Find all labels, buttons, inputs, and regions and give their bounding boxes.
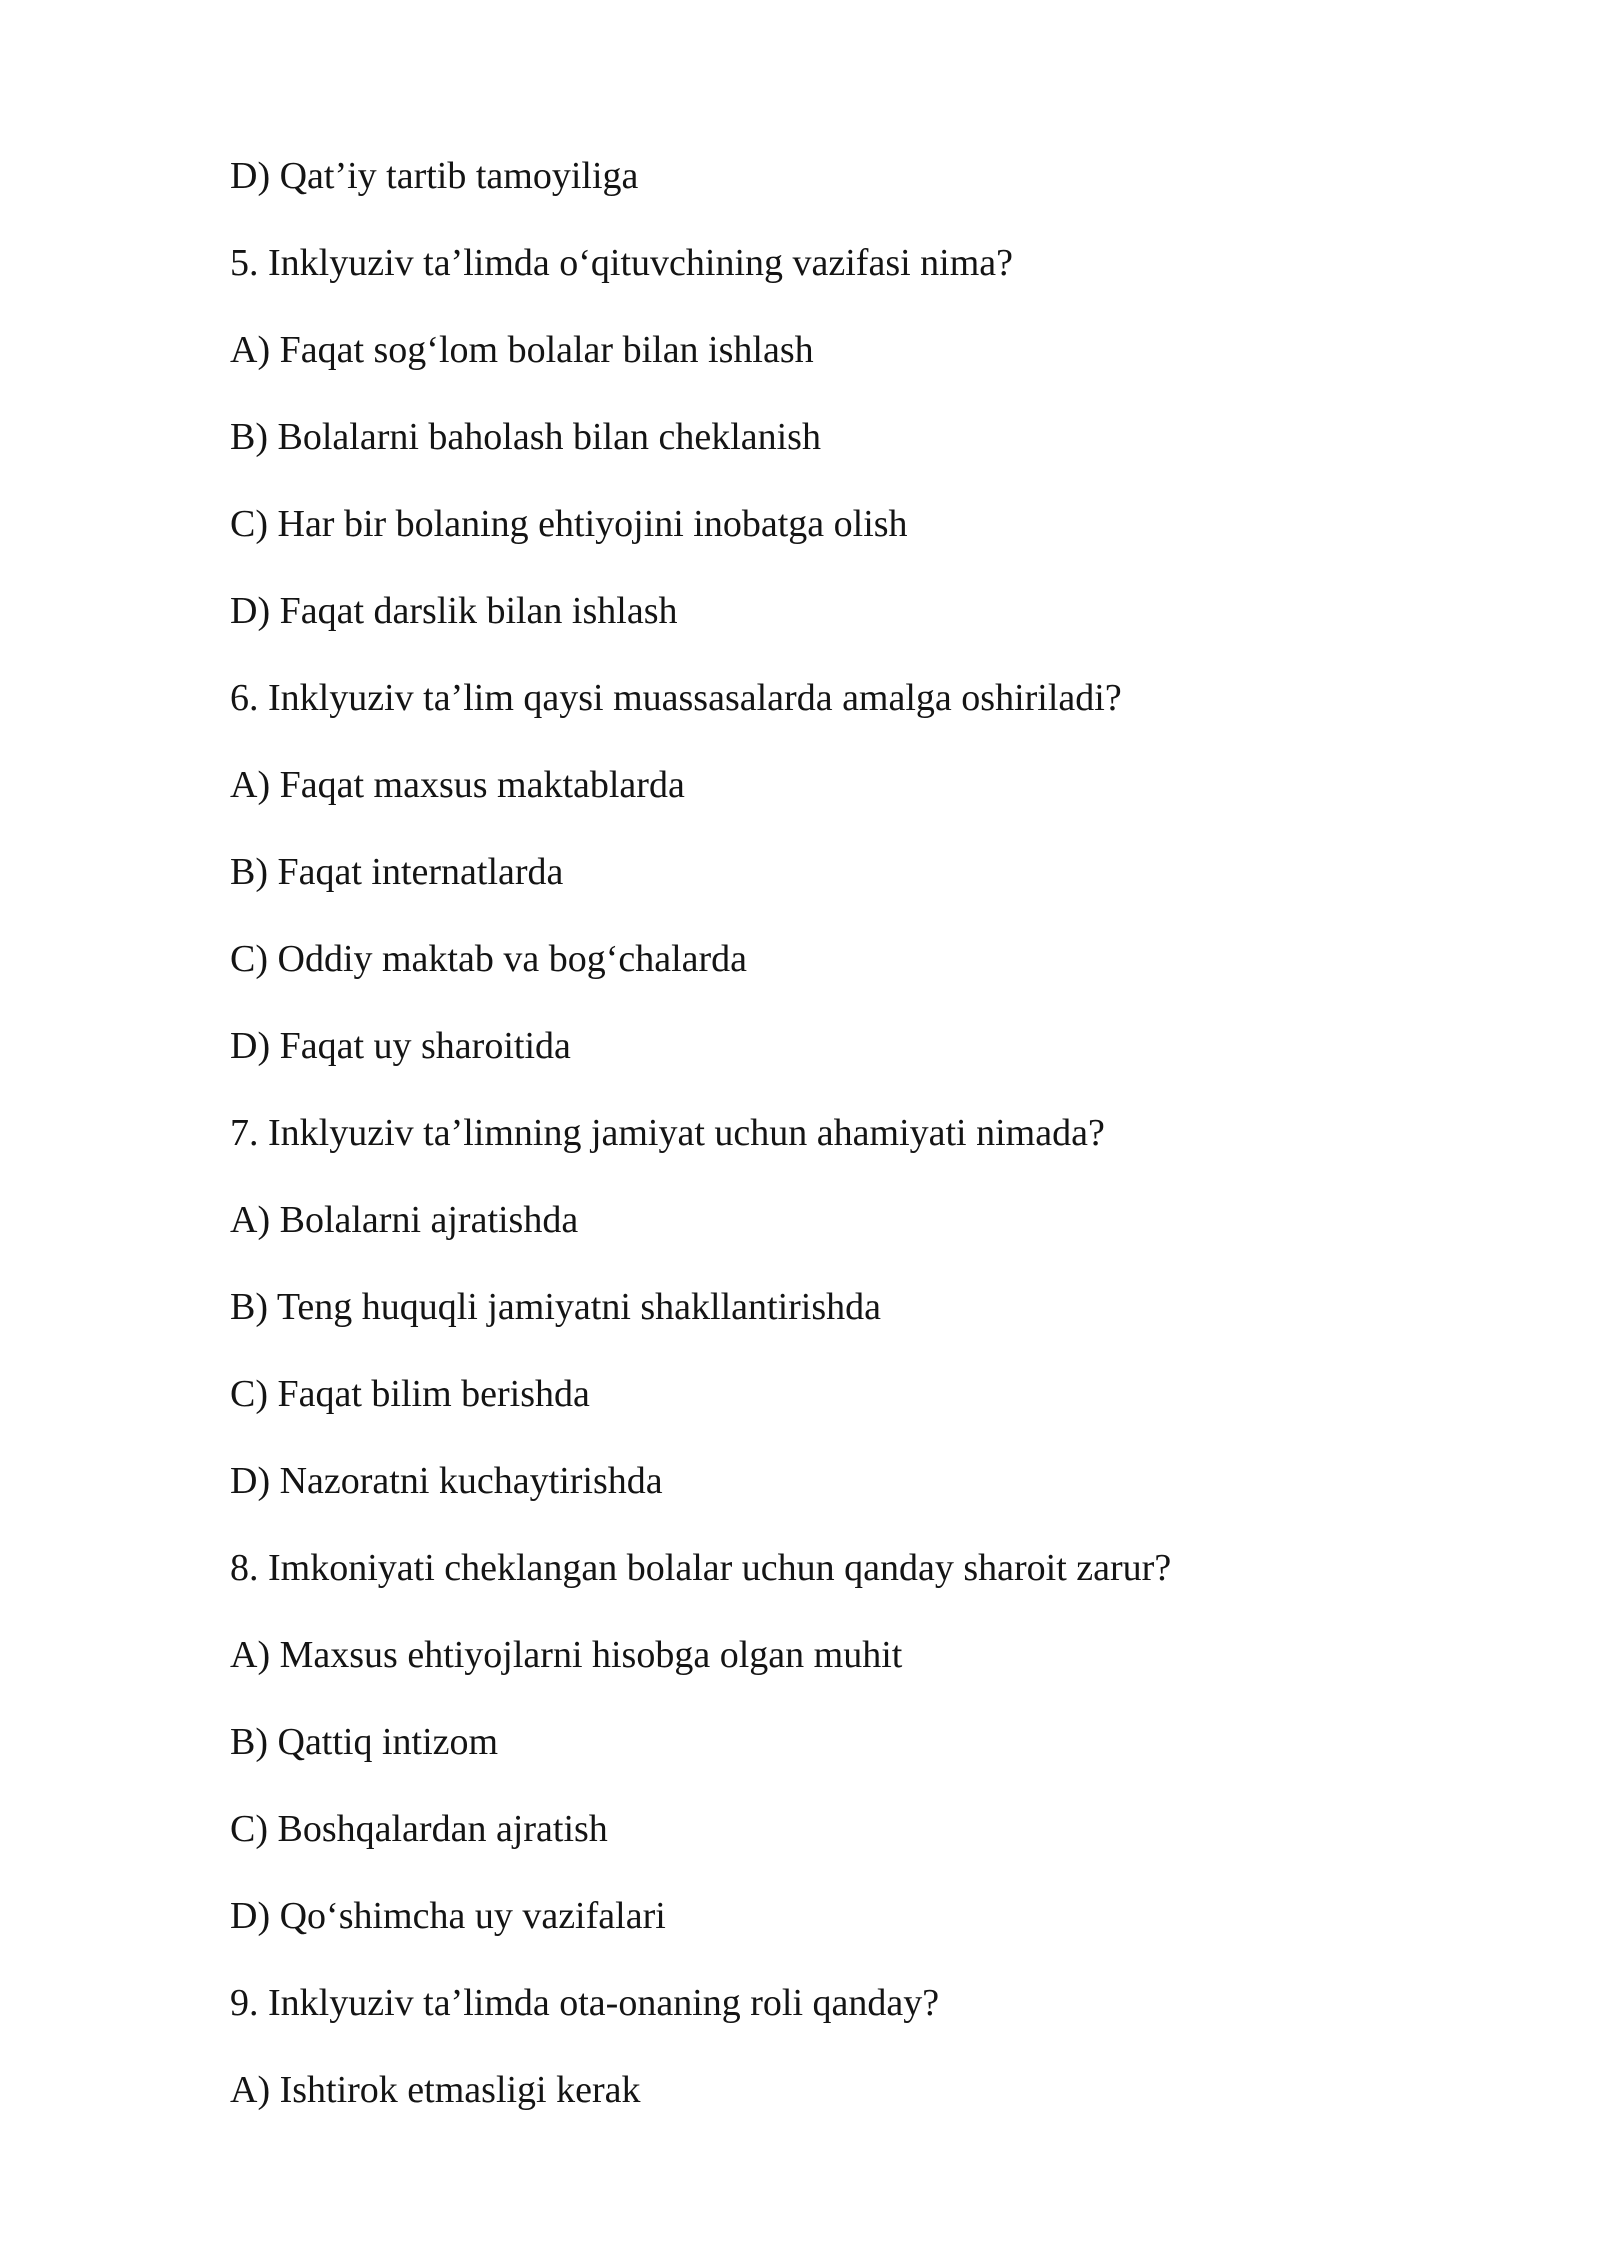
- question-text: 8. Imkoniyati cheklangan bolalar uchun qanday sharoit zarur?: [230, 1547, 1172, 1589]
- answer-option: B) Faqat internatlarda: [230, 851, 564, 893]
- answer-option: B) Teng huquqli jamiyatni shakllantirishda: [230, 1286, 881, 1328]
- answer-option: A) Ishtirok etmasligi kerak: [230, 2069, 641, 2111]
- answer-option: C) Faqat bilim berishda: [230, 1373, 590, 1415]
- question-text: 6. Inklyuziv ta’lim qaysi muassasalarda amalga oshiriladi?: [230, 677, 1122, 719]
- answer-option: A) Bolalarni ajratishda: [230, 1199, 579, 1241]
- question-text: 9. Inklyuziv ta’limda ota-onaning roli qanday?: [230, 1982, 940, 2024]
- answer-option: C) Har bir bolaning ehtiyojini inobatga olish: [230, 503, 908, 545]
- question-text: 7. Inklyuziv ta’limning jamiyat uchun ahamiyati nimada?: [230, 1112, 1105, 1154]
- answer-option: A) Faqat sog‘lom bolalar bilan ishlash: [230, 329, 814, 371]
- answer-option: C) Boshqalardan ajratish: [230, 1808, 608, 1850]
- answer-option: B) Bolalarni baholash bilan cheklanish: [230, 416, 821, 458]
- answer-option: D) Qo‘shimcha uy vazifalari: [230, 1895, 666, 1937]
- answer-option: D) Qat’iy tartib tamoyiliga: [230, 155, 639, 197]
- answer-option: D) Faqat uy sharoitida: [230, 1025, 571, 1067]
- answer-option: D) Nazoratni kuchaytirishda: [230, 1460, 663, 1502]
- answer-option: C) Oddiy maktab va bog‘chalarda: [230, 938, 748, 980]
- answer-option: D) Faqat darslik bilan ishlash: [230, 590, 678, 632]
- question-list: [230, 145, 1530, 2146]
- answer-option: A) Faqat maxsus maktablarda: [230, 764, 685, 806]
- question-text: 5. Inklyuziv ta’limda o‘qituvchining vazifasi nima?: [230, 242, 1014, 284]
- answer-option: B) Qattiq intizom: [230, 1721, 499, 1763]
- answer-option: A) Maxsus ehtiyojlarni hisobga olgan muhit: [230, 1634, 903, 1676]
